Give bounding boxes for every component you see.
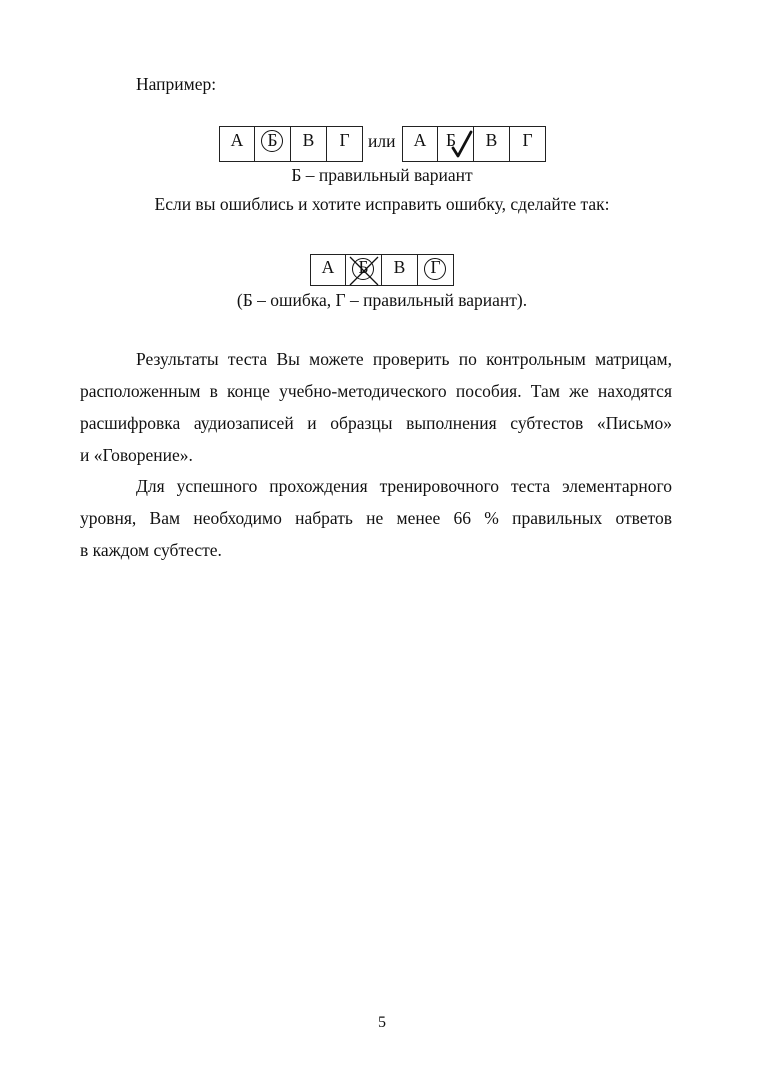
example1-caption: Б – правильный вариант <box>291 165 473 185</box>
paragraph2-line: уровня, Вам необходимо набрать не менее 66 % правильных ответов <box>80 508 672 528</box>
option-b-crossed: Б <box>346 254 382 286</box>
answer-grid-check <box>402 126 546 162</box>
paragraph1-line: расшифровка аудиозаписей и образцы выполнения субтестов «Письмо» <box>80 413 672 433</box>
option-g: Г <box>327 126 363 162</box>
paragraph2-line: в каждом субтесте. <box>80 540 222 560</box>
option-b-circled: Б <box>255 126 291 162</box>
option-g: Г <box>510 126 546 162</box>
option-b-checked: Б <box>438 126 474 162</box>
cross-icon <box>346 255 382 287</box>
paragraph2-line: Для успешного прохождения тренировочного теста элементарного <box>136 476 672 496</box>
option-v: В <box>382 254 418 286</box>
example2-caption: (Б – ошибка, Г – правильный вариант). <box>236 290 528 310</box>
option-g-circled: Г <box>418 254 454 286</box>
correction-intro: Если вы ошиблись и хотите исправить ошибку, сделайте так: <box>154 194 610 214</box>
option-a: А <box>219 126 255 162</box>
checkmark-icon <box>438 127 474 163</box>
option-v: В <box>291 126 327 162</box>
option-v: В <box>474 126 510 162</box>
option-a: А <box>402 126 438 162</box>
intro-text: Например: <box>136 74 217 94</box>
paragraph1-line: и «Говорение». <box>80 445 193 465</box>
or-label: или <box>368 131 396 151</box>
option-a: А <box>310 254 346 286</box>
answer-grid-correction <box>310 254 454 286</box>
paragraph1-line: Результаты теста Вы можете проверить по контрольным матрицам, <box>136 349 672 369</box>
answer-grid-circle <box>219 126 363 162</box>
paragraph1-line: расположенным в конце учебно-методического пособия. Там же находятся <box>80 381 672 401</box>
page-number: 5 <box>378 1014 386 1031</box>
